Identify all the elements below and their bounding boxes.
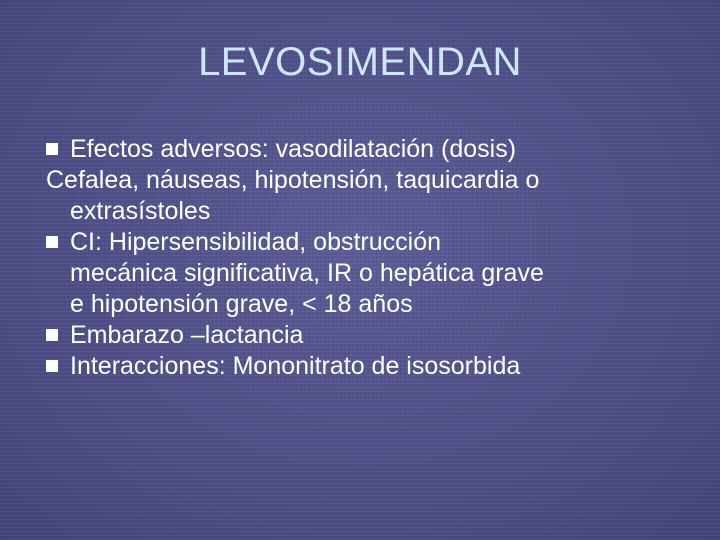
bullet-text: Embarazo –lactancia — [70, 321, 304, 349]
text: mecánica significativa, IR o hepática grave — [70, 259, 544, 287]
bullet-item-interactions — [46, 351, 696, 382]
text: Cefalea, náuseas, hipotensión, taquicardia o — [46, 166, 540, 194]
bullet-text: Efectos adversos: vasodilatación (dosis) — [70, 135, 517, 163]
slide-title: LEVOSIMENDAN — [198, 40, 522, 84]
text-line — [46, 165, 696, 196]
text-line-continued — [46, 258, 696, 289]
bullet-item-contraindications — [46, 227, 696, 258]
text: e hipotensión grave, < 18 años — [70, 290, 413, 318]
square-bullet-icon — [46, 236, 58, 248]
bullet-item-adverse-effects — [46, 134, 696, 165]
text: extrasístoles — [70, 197, 211, 225]
bullet-item-pregnancy — [46, 320, 696, 351]
square-bullet-icon — [46, 360, 58, 372]
square-bullet-icon — [46, 143, 58, 155]
bullet-text: CI: Hipersensibilidad, obstrucción — [70, 228, 442, 256]
slide-body — [46, 134, 696, 382]
text-line-continued — [46, 196, 696, 227]
square-bullet-icon — [46, 329, 58, 341]
text-line-continued — [46, 289, 696, 320]
bullet-text: Interacciones: Mononitrato de isosorbida — [70, 352, 521, 380]
